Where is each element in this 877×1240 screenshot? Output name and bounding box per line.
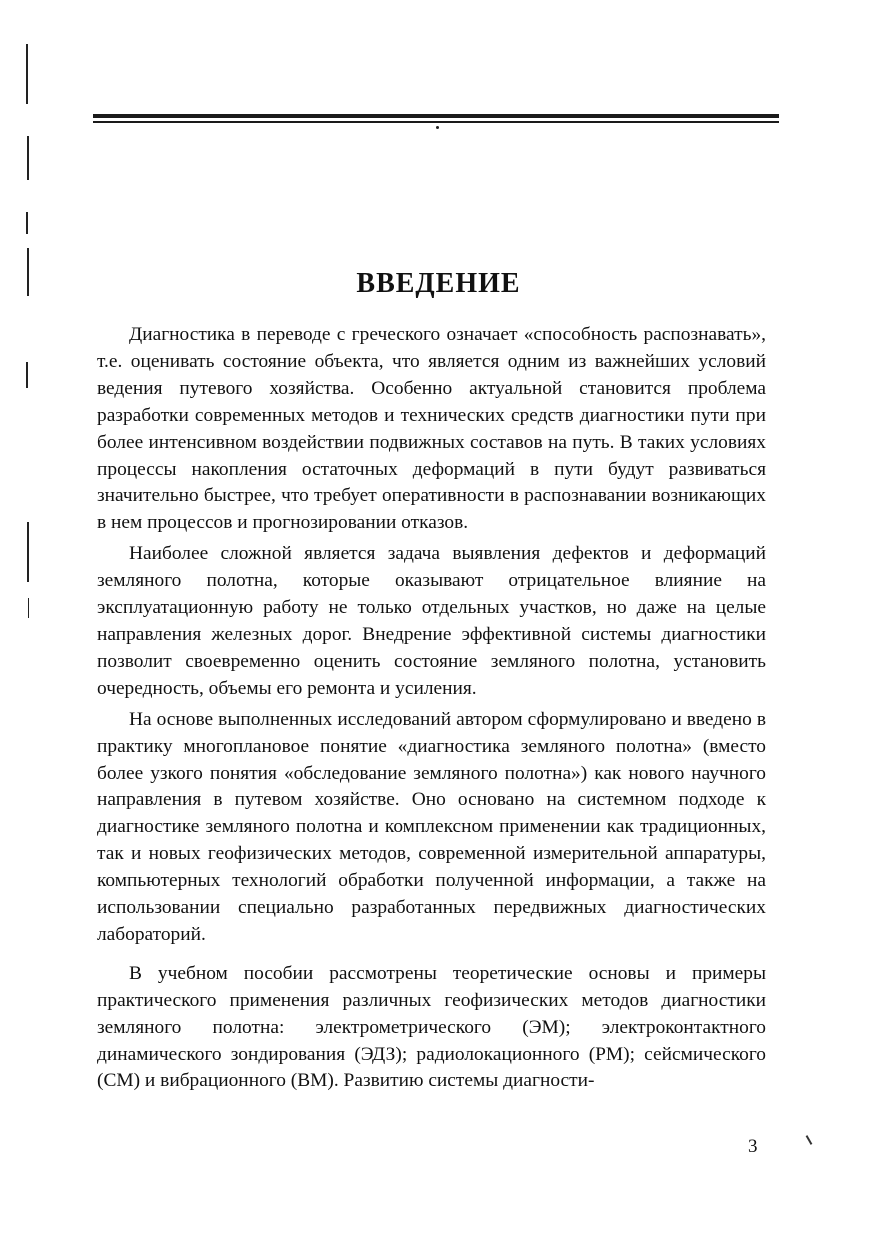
page-title: ВВЕДЕНИЕ [356,268,521,299]
paragraph-1: Диагностика в переводе с греческого означает «способность распознавать», т.е. оценивать состояние объекта, что является одним из важнейших условий ведения путевого хозяйства. Особенно актуальной становится проблема разработки современных методов и технических средств диагностики пути при более интенсивном воздействии подвижных составов на путь. В таких условиях процессы накопления остаточных деформаций в пути будут развиваться значительно быстрее, что требует оперативности в распознавании возникающих в нем процессов и прогнозировании отказов. [97,324,766,534]
header-rule-thick [93,114,779,118]
scan-corner-mark [806,1135,813,1145]
paragraph-3: На основе выполненных исследований автором сформулировано и введено в практику многоплановое понятие «диагностика земляного полотна» (вместо более узкого понятия «обследование земляного полотна») как нового научного направления в путевом хозяйстве. Оно основано на системном подходе к диагностике земляного полотна и комплексном применении как традиционных, так и новых геофизических методов, современной измерительной аппаратуры, компьютерных технологий обработки полученной информации, а также на использовании специально разработанных передвижных диагностических лабораторий. [97,708,766,945]
scan-mark-5 [26,362,28,388]
scan-mark-2 [27,136,29,180]
scan-mark-7 [28,598,29,618]
rule-dot [436,126,439,129]
scan-mark-6 [27,522,29,582]
header-rule-thin [93,121,779,123]
body-text [97,322,766,1099]
scan-mark-3 [26,212,28,234]
paragraph-2: Наиболее сложной является задача выявления дефектов и деформаций земляного полотна, которые оказывают отрицательное влияние на эксплуатационную работу не только отдельных участков, но даже на целые направления железных дорог. Внедрение эффективной системы диагностики позволит своевременно оценить состояние земляного полотна, установить очередность, объемы его ремонта и усиления. [97,543,766,699]
paragraph-4: В учебном пособии рассмотрены теоретические основы и примеры практического применения различных геофизических методов диагностики земляного полотна: электрометрического (ЭМ); электроконтактного динамического зондирования (ЭДЗ); радиолокационного (РМ); сейсмического (СМ) и вибрационного (ВМ). Развитию системы диагности- [97,962,766,1092]
page-number: 3 [748,1136,758,1157]
scan-mark-1 [26,44,28,104]
